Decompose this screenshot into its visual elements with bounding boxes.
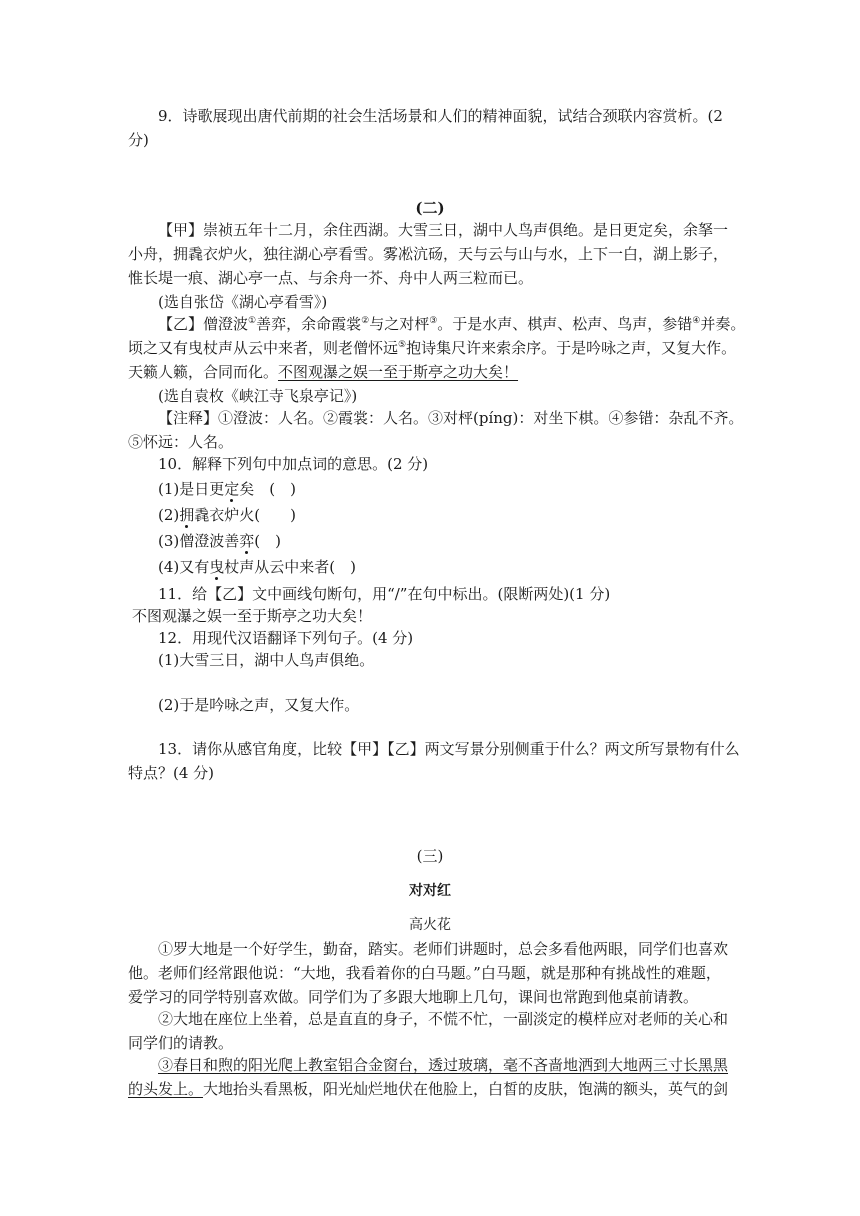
p1-line2: 他。老师们经常跟他说：“大地，我看着你的白马题。”白马题，就是那种有挑战性的难题，	[128, 964, 721, 982]
q9-line2: 分)	[128, 131, 149, 149]
q10-stem: 10．解释下列句中加点词的意思。(2 分)	[158, 455, 429, 473]
note-ref-2: ②	[361, 316, 370, 326]
yi-line1	[158, 313, 770, 335]
q10-item2-dotted: 拥	[179, 506, 195, 524]
q9-line1: 9．诗歌展现出唐代前期的社会生活场景和人们的精神面貌，试结合颈联内容赏析。(2	[158, 107, 723, 125]
q13-line1: 13．请你从感官角度，比较【甲】【乙】两文写景分别侧重于什么？两文所写景物有什么	[158, 740, 740, 758]
q10-item3-a: (3)僧澄波善	[158, 532, 240, 550]
p3-line2-rest: 大地抬头看黑板，阳光灿烂地伏在他脸上，白皙的皮肤，饱满的额头，英气的剑	[203, 1080, 729, 1098]
yi-l1b: 善弈，余命霞裳	[256, 315, 362, 333]
yi-l1d: 。于是水声、棋声、松声、鸟声，参错	[437, 315, 693, 333]
q12-stem: 12．用现代汉语翻译下列句子。(4 分)	[158, 629, 414, 647]
q10-item2-c: 毳衣炉火( )	[194, 506, 296, 524]
jia-line2: 小舟，拥毳衣炉火，独往湖心亭看雪。雾凇沆砀，天与云与山与水，上下一白，湖上影子，	[128, 245, 729, 263]
q10-item3-c: ( )	[254, 532, 281, 550]
q10-item3-dotted: 弈	[239, 532, 255, 550]
yi-line2	[128, 337, 740, 359]
q12-sentence2: (2)于是吟咏之声，又复大作。	[158, 696, 360, 714]
jia-line3: 惟长堤一痕、湖心亭一点、与余舟一芥、舟中人两三粒而已。	[128, 269, 534, 287]
q10-item4-c: 杖声从云中来者( )	[224, 558, 356, 576]
yi-l2a: 顷之又有曳杖声从云中来者，则老僧怀远	[128, 339, 399, 357]
yi-underlined-sentence: 不图观瀑之娱一至于斯亭之功大矣！	[278, 363, 519, 381]
yi-source: (选自袁枚《峡江寺飞泉亭记》)	[158, 387, 358, 405]
q11-stem: 11．给【乙】文中画线句断句，用“/”在句中标出。(限断两处)(1 分)	[158, 585, 611, 603]
jia-line1: 【甲】崇祯五年十二月，余住西湖。大雪三日，湖中人鸟声俱绝。是日更定矣，余拏一	[158, 221, 729, 239]
note-ref-1: ①	[248, 316, 257, 326]
notes-line2: ⑤怀远：人名。	[128, 433, 234, 451]
q10-item1-a: (1)是日更	[158, 480, 225, 498]
yi-l1e: 并奏。	[700, 315, 746, 333]
notes-line1: 【注释】①澄波：人名。②霞裳：人名。③对枰(píng)：对坐下棋。④参错：杂乱不齐。	[158, 409, 744, 427]
q12-sentence1: (1)大雪三日，湖中人鸟声俱绝。	[158, 651, 375, 669]
q13-line2: 特点？(4 分)	[128, 764, 215, 782]
q10-item1	[158, 478, 770, 500]
q10-item2	[158, 504, 770, 526]
yi-l2b: 抱诗集尺许来索余序。于是吟咏之声，又复大作。	[406, 339, 737, 357]
story-author: 高火花	[409, 917, 451, 933]
note-ref-4: ④	[692, 316, 701, 326]
p3-line1-underlined: ③春日和煦的阳光爬上教室铝合金窗台，透过玻璃，毫不吝啬地洒到大地两三寸长黑黑	[158, 1056, 729, 1074]
p2-line1: ②大地在座位上坐着，总是直直的身子，不慌不忙，一副淡定的模样应对老师的关心和	[158, 1010, 729, 1028]
yi-l1a: 【乙】僧澄波	[158, 315, 249, 333]
p3-line2-underlined: 的头发上。	[128, 1080, 204, 1098]
yi-l3a: 天籁人籁，合同而化。	[128, 363, 279, 381]
note-ref-3: ③	[429, 316, 438, 326]
p1-line1: ①罗大地是一个好学生，勤奋，踏实。老师们讲题时，总会多看他两眼，同学们也喜欢	[158, 940, 729, 958]
q10-item4-a: (4)又有	[158, 558, 210, 576]
yi-line3	[128, 361, 740, 383]
p2-line2: 同学们的请教。	[128, 1034, 234, 1052]
p1-line3: 爱学习的同学特别喜欢做。同学们为了多跟大地聊上几句，课间也常跑到他桌前请教。	[128, 988, 699, 1006]
q10-item1-c: 矣 ( )	[239, 480, 296, 498]
q10-item4	[158, 556, 770, 578]
q10-item3	[158, 530, 770, 552]
yi-l1c: 与之对枰	[369, 315, 430, 333]
section3-heading: (三)	[416, 847, 444, 865]
q10-item2-a: (2)	[158, 506, 180, 524]
q11-sentence: 不图观瀑之娱一至于斯亭之功大矣！	[132, 607, 373, 625]
q10-item1-dotted: 定	[224, 480, 240, 498]
section2-heading: (二)	[415, 199, 445, 217]
jia-source: (选自张岱《湖心亭看雪》)	[158, 293, 328, 311]
note-ref-5: ⑤	[398, 340, 407, 350]
q10-item4-dotted: 曳	[209, 558, 225, 576]
story-title: 对对红	[409, 883, 451, 899]
p3-line2	[128, 1078, 740, 1100]
